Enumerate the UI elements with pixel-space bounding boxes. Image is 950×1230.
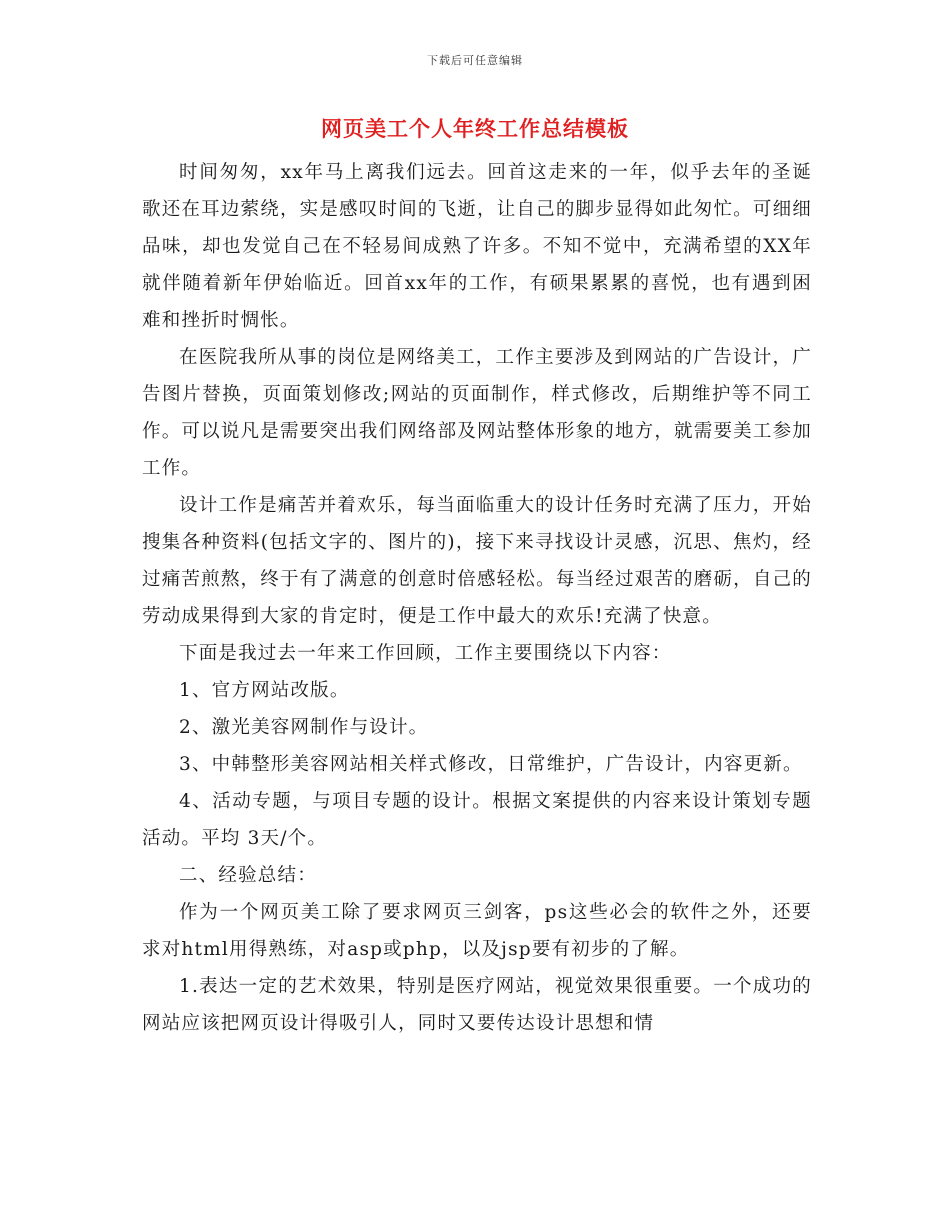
paragraph-art-effect: 1.表达一定的艺术效果，特别是医疗网站，视觉效果很重要。一个成功的网站应该把网页设计得吸引人，同时又要传达设计思想和情	[142, 976, 812, 1034]
document-title: 网页美工个人年终工作总结模板	[321, 117, 629, 141]
paragraph-intro: 时间匆匆，xx年马上离我们远去。回首这走来的一年，似乎去年的圣诞歌还在耳边萦绕，实是感叹时间的飞逝，让自己的脚步显得如此匆忙。可细细品味，却也发觉自己在不轻易间成熟了许多。不知不觉中，充满希望的XX年就伴随着新年伊始临近。回首xx年的工作，有硕果累累的喜悦，也有遇到困难和挫折时惆怅。	[142, 162, 812, 331]
list-item-4: 4、活动专题，与项目专题的设计。根据文案提供的内容来设计策划专题活动。平均 3天/个。	[142, 791, 812, 849]
paragraph-position: 在医院我所从事的岗位是网络美工，工作主要涉及到网站的广告设计，广告图片替换，页面策划修改;网站的页面制作，样式修改，后期维护等不同工作。可以说凡是需要突出我们网络部及网站整体形象的地方，就需要美工参加工作。	[142, 347, 812, 479]
paragraph-review-intro: 下面是我过去一年来工作回顾，工作主要围绕以下内容：	[179, 643, 672, 664]
document-body	[142, 154, 812, 1042]
paragraph-skills: 作为一个网页美工除了要求网页三剑客，ps这些必会的软件之外，还要求对html用得熟练，对asp或php，以及jsp要有初步的了解。	[142, 902, 812, 960]
paragraph-design-work: 设计工作是痛苦并着欢乐，每当面临重大的设计任务时充满了压力，开始搜集各种资料(包括文字的、图片的)，接下来寻找设计灵感，沉思、焦灼，经过痛苦煎熬，终于有了满意的创意时倍感轻松。每当经过艰苦的磨砺，自己的劳动成果得到大家的肯定时，便是工作中最大的欢乐!充满了快意。	[142, 495, 812, 627]
list-item-2: 2、激光美容网制作与设计。	[179, 717, 429, 738]
header-note: 下载后可任意编辑	[427, 54, 523, 67]
list-item-1: 1、官方网站改版。	[179, 680, 350, 701]
list-item-3: 3、中韩整形美容网站相关样式修改，日常维护，广告设计，内容更新。	[179, 754, 803, 775]
section-heading-experience: 二、经验总结：	[179, 865, 317, 886]
